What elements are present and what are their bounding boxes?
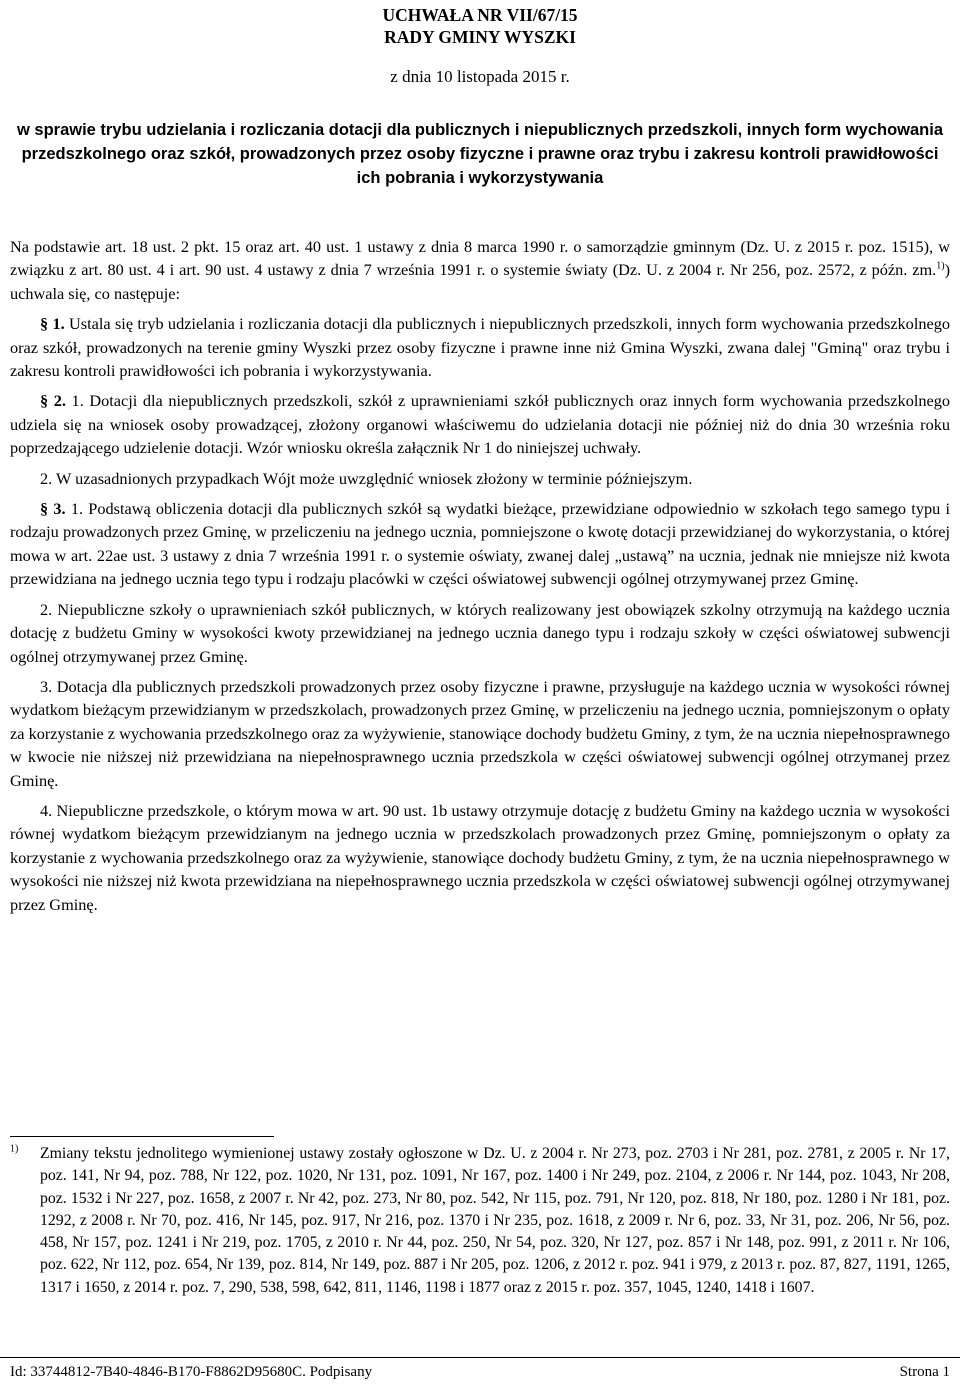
point-text: 1. Podstawą obliczenia dotacji dla publicznych szkół są wydatki bieżące, przewidziane odpowiednio w szkołach tego samego typu i rodzaju prowadzonych przez Gminę, w przeliczeniu na jednego ucznia, pomniejszone o kwotę dotacji przewidzianej do wykorzystania, o której mowa w art. 22ae ust. 3 ustawy z dnia 7 września 1991 r. o systemie oświaty, zwanej dalej „ustawą” na ucznia, jednak nie mniejsze niż kwota przewidziana na jednego ucznia tego typu i rodzaju placówki w części oświatowej subwencji ogólnej otrzymywanej przez Gminę. xyxy=(10,499,950,589)
resolution-body xyxy=(10,235,950,916)
legal-basis-text: Na podstawie art. 18 ust. 2 pkt. 15 oraz art. 40 ust. 1 ustawy z dnia 8 marca 1990 r. o samorządzie gminnym (Dz. U. z 2015 r. poz. 1515), w związku z art. 80 ust. 4 i art. 90 ust. 4 ustawy z dnia 7 września 1991 r. o systemie światy (Dz. U. z 2004 r. Nr 256, poz. 2572, z późn. zm. xyxy=(10,237,950,280)
section-3-point-2: 2. Niepubliczne szkoły o uprawnieniach szkół publicznych, w których realizowany jest obowiązek szkolny otrzymują na każdego ucznia dotację z budżetu Gminy w wysokości kwoty przewidzianej na jednego ucznia danego typu i rodzaju szkoły w części oświatowej subwencji ogólnej otrzymywanej przez Gminę. xyxy=(10,599,950,666)
section-3-point-4: 4. Niepubliczne przedszkole, o którym mowa w art. 90 ust. 1b ustawy otrzymuje dotację z budżetu Gminy na każdego ucznia w wysokości równej wydatkom bieżącym przewidzianym na jednego ucznia w przedszkolach prowadzonych przez Gminę, pomniejszonym o opłaty za korzystanie z wychowania przedszkolnego oraz za wyżywienie, stanowiące dochody budżetu Gminy, z tym, że na ucznia niepełnosprawnego w wysokości nie niższej niż kwota przewidziana na niepełnosprawnego ucznia przedszkola w części oświatowej subwencji ogólnej otrzymywanej przez Gminę. xyxy=(10,800,950,914)
section-number: § 3. xyxy=(40,499,66,519)
section-2-point-2: 2. W uzasadnionych przypadkach Wójt może uwzględnić wniosek złożony w terminie późniejszym. xyxy=(40,468,693,488)
document-id: Id: 33744812-7B40-4846-B170-F8862D95680C. Podpisany xyxy=(10,1364,373,1380)
resolution-date: z dnia 10 listopada 2015 r. xyxy=(390,67,570,86)
section-1 xyxy=(10,312,950,382)
page-number: Strona 1 xyxy=(899,1364,950,1380)
section-text: Ustala się tryb udzielania i rozliczania dotacji dla publicznych i niepublicznych przedszkoli, innych form wychowania przedszkolnego oraz szkół, prowadzonych na terenie gminy Wyszki przez osoby fizyczne i prawne inne niż Gmina Wyszki, zwana dalej "Gminą" oraz trybu i zakresu kontroli prawidłowości ich pobrania i wykorzystywania. xyxy=(10,314,950,381)
legal-basis xyxy=(10,235,950,305)
section-number: § 1. xyxy=(40,314,65,334)
footnote-mark: 1) xyxy=(10,1143,19,1155)
council-name: RADY GMINY WYSZKI xyxy=(384,27,576,47)
section-3-point-1 xyxy=(10,497,950,591)
resolution-number: UCHWAŁA NR VII/67/15 xyxy=(382,5,578,25)
legal-basis-ending: ) uchwala się, co następuje: xyxy=(10,260,950,303)
footnote xyxy=(10,1143,950,1299)
section-3-point-3: 3. Dotacja dla publicznych przedszkoli prowadzonych przez osoby fizyczne i prawne, przysługuje na każdego ucznia w wysokości równej wydatkom bieżącym przewidzianym w przedszkolach, prowadzonych przez Gminę, w przeliczeniu na jednego ucznia, pomniejszonym o opłaty za korzystanie z wychowania przedszkolnego oraz za wyżywienie, stanowiące dochody budżetu Gminy, z tym, że na ucznia niepełnosprawnego w kwocie nie niższej niż przewidziana na niepełnosprawnego ucznia przedszkola w części oświatowej subwencji ogólnej otrzymanej przez Gminę. xyxy=(10,676,950,790)
footnote-reference: 1) xyxy=(936,260,945,272)
section-2-point-1 xyxy=(10,389,950,459)
footer-separator xyxy=(0,1357,960,1358)
footnote-text: Zmiany tekstu jednolitego wymienionej ustawy zostały ogłoszone w Dz. U. z 2004 r. Nr 273, poz. 2703 i Nr 281, poz. 2781, z 2005 r. Nr 17, poz. 141, Nr 94, poz. 788, Nr 122, poz. 1020, Nr 131, poz. 1091, Nr 167, poz. 1400 i Nr 249, poz. 2104, z 2006 r. Nr 144, poz. 1043, Nr 208, poz. 1532 i Nr 227, poz. 1658, z 2007 r. Nr 42, poz. 273, Nr 80, poz. 542, Nr 115, poz. 791, Nr 120, poz. 818, Nr 180, poz. 1280 i Nr 181, poz. 1292, z 2008 r. Nr 70, poz. 416, Nr 145, poz. 917, Nr 216, poz. 1370 i Nr 235, poz. 1618, z 2009 r. Nr 6, poz. 33, Nr 31, poz. 206, Nr 56, poz. 458, Nr 157, poz. 1241 i Nr 219, poz. 1705, z 2010 r. Nr 44, poz. 250, Nr 54, poz. 320, Nr 127, poz. 857 i Nr 148, poz. 991, z 2011 r. Nr 106, poz. 622, Nr 112, poz. 654, Nr 139, poz. 814, Nr 149, poz. 887 i Nr 205, poz. 1206, z 2012 r. poz. 941 i 979, z 2013 r. poz. 87, 827, 1191, 1265, 1317 i 1650, z 2014 r. poz. 7, 290, 538, 598, 642, 811, 1146, 1198 i 1877 oraz z 2015 r. poz. 357, 1045, 1240, 1418 i 1607. xyxy=(40,1145,950,1296)
resolution-subject: w sprawie trybu udzielania i rozliczania dotacji dla publicznych i niepublicznych przedszkoli, innych form wychowania przedszkolnego oraz szkół, prowadzonych przez osoby fizyczne i prawne oraz trybu i zakresu kontroli prawidłowości ich pobrania i wykorzystywania xyxy=(16,121,944,187)
section-number: § 2. xyxy=(40,391,66,411)
footnote-separator xyxy=(10,1136,274,1137)
point-text: 1. Dotacji dla niepublicznych przedszkoli, szkół z uprawnieniami szkół publicznych oraz innych form wychowania przedszkolnego udziela się na wniosek osoby prowadzącej, złożony organowi właściwemu do udzielania dotacji nie później niż do dnia 30 września roku poprzedzającego udzielenie dotacji. Wzór wniosku określa załącznik Nr 1 do niniejszej uchwały. xyxy=(10,391,951,458)
